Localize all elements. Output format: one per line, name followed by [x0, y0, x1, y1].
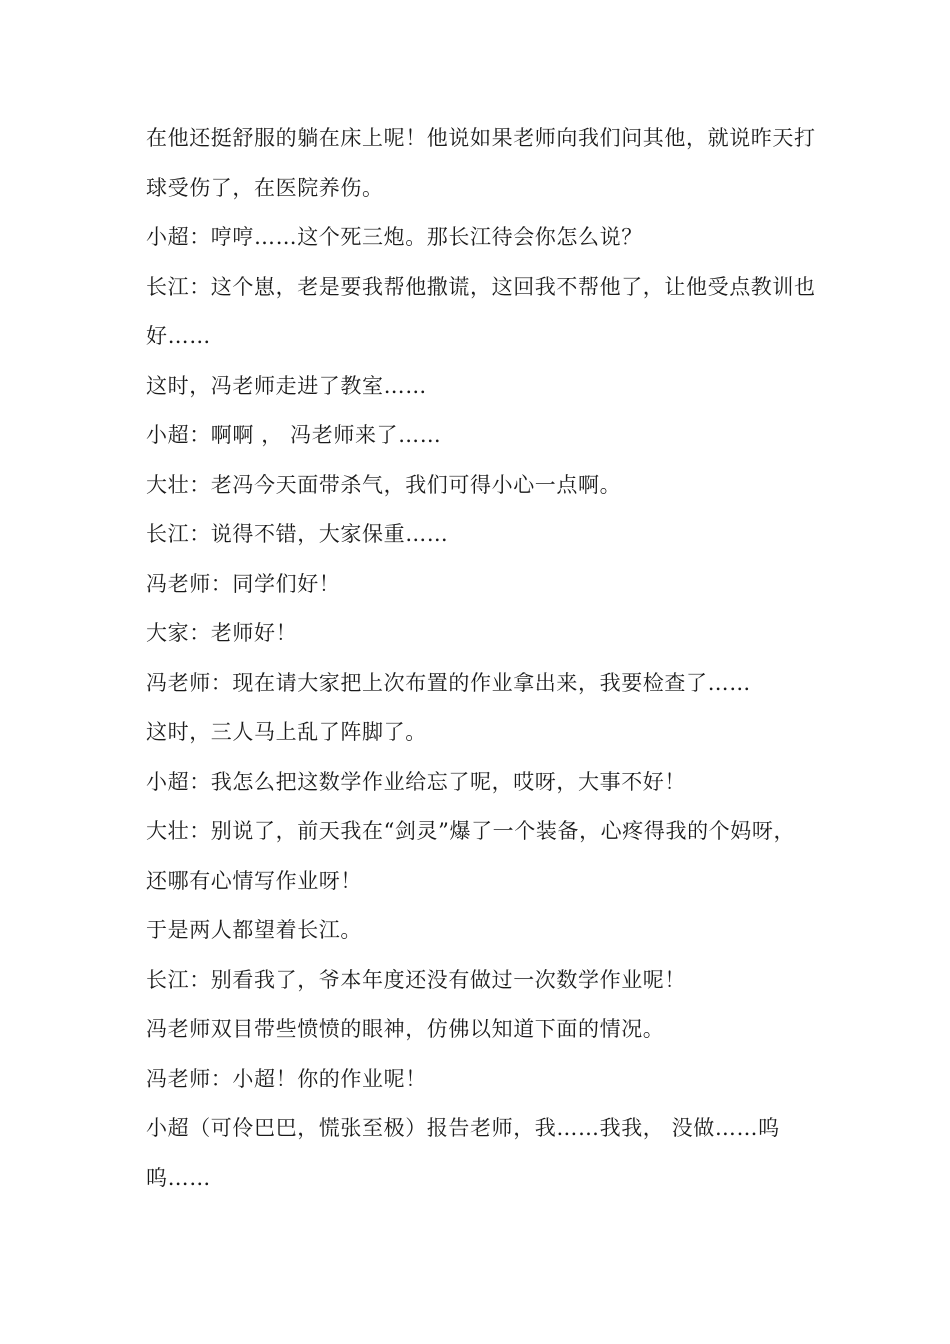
- paragraph: 冯老师：小超！你的作业呢！: [146, 1066, 427, 1091]
- paragraph: 小超：啊啊 ， 冯老师来了……: [146, 423, 442, 447]
- paragraph: 大家：老师好！: [146, 621, 298, 645]
- paragraph: 冯老师：现在请大家把上次布置的作业拿出来，我要检查了……: [146, 670, 751, 695]
- paragraph: 冯老师双目带些愤愤的眼神，仿佛以知道下面的情况。: [146, 1017, 665, 1041]
- paragraph: 小超：哼哼……这个死三炮。那长江待会你怎么说？: [146, 225, 643, 249]
- paragraph: 小超（可伶巴巴，慌张至极）报告老师，我……我我， 没做……呜呜……: [146, 1116, 780, 1190]
- paragraph: 小超：我怎么把这数学作业给忘了呢，哎呀，大事不好！: [146, 769, 686, 794]
- paragraph: 大壮：别说了，前天我在“剑灵”爆了一个装备，心疼得我的个妈呀，还哪有心情写作业呀！: [146, 819, 796, 893]
- paragraph: 在他还挺舒服的躺在床上呢！他说如果老师向我们问其他，就说昨天打球受伤了，在医院养伤。: [146, 126, 816, 200]
- paragraph: 长江：别看我了，爷本年度还没有做过一次数学作业呢！: [146, 967, 686, 992]
- paragraph: 这时，三人马上乱了阵脚了。: [146, 720, 427, 744]
- document-body: [146, 114, 816, 1203]
- paragraph: 冯老师：同学们好！: [146, 571, 341, 596]
- paragraph: 这时，冯老师走进了教室……: [146, 373, 427, 398]
- paragraph: 于是两人都望着长江。: [146, 918, 362, 942]
- paragraph: 长江：说得不错，大家保重……: [146, 522, 449, 546]
- paragraph: 大壮：老冯今天面带杀气，我们可得小心一点啊。: [146, 472, 622, 497]
- paragraph: 长江：这个崽，老是要我帮他撒谎，这回我不帮他了，让他受点教训也好……: [146, 274, 816, 348]
